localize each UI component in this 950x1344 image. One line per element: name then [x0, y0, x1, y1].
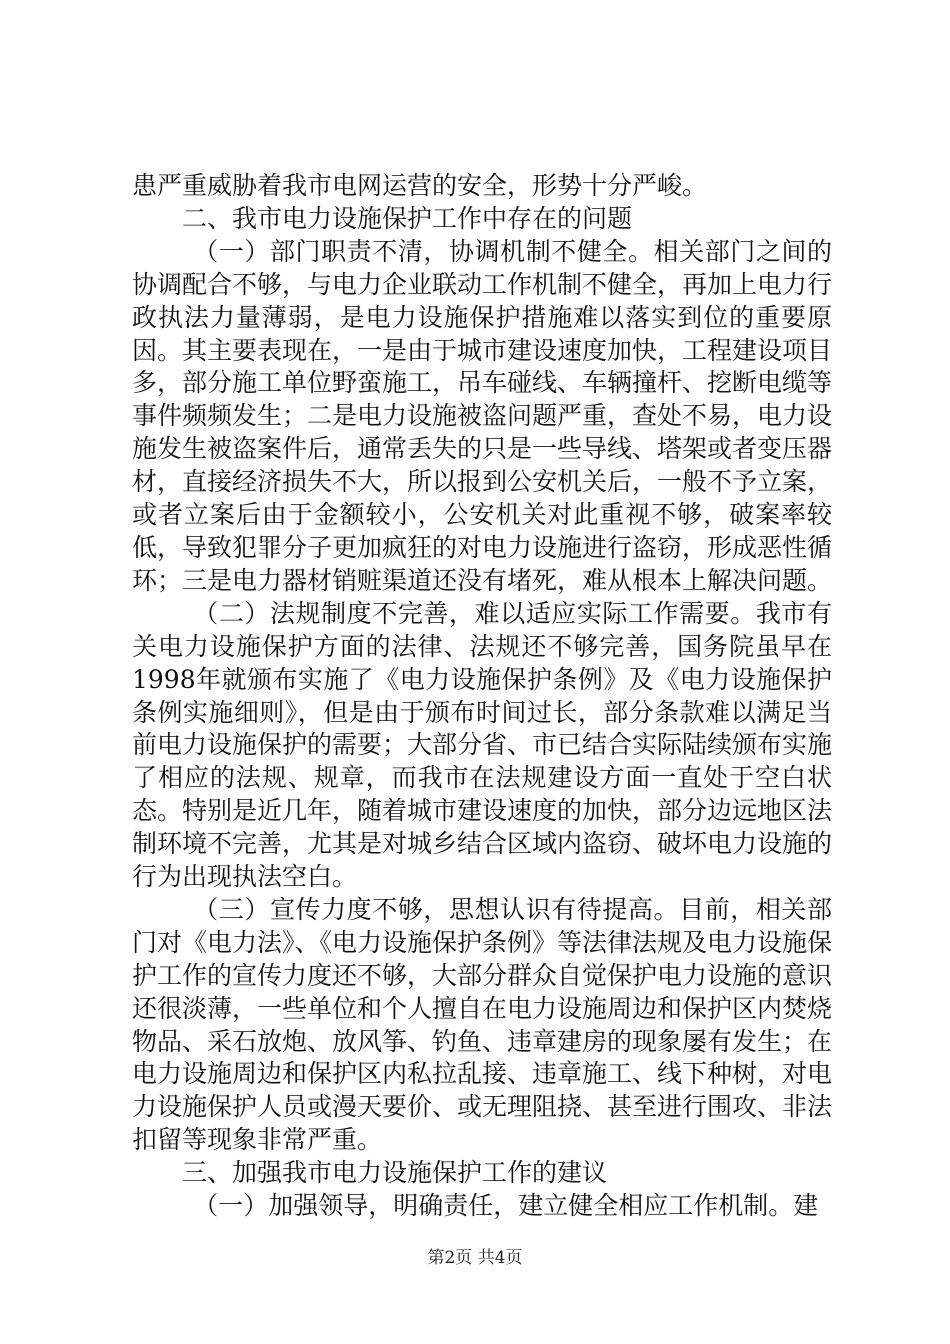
- section-heading-2: 二、我市电力设施保护工作中存在的问题: [182, 203, 633, 233]
- subsection-paragraph-1: （一）部门职责不清，协调机制不健全。相关部门之间的协调配合不够，与电力企业联动工作机制不健全，再加上电力行政执法力量薄弱，是电力设施保护措施难以落实到位的重要原因。其主要表现在，一是由于城市建设速度加快，工程建设项目多，部分施工单位野蛮施工，吊车碰线、车辆撞杆、挖断电缆等事件频频发生；二是电力设施被盗问题严重，查处不易，电力设施发生被盗案件后，通常丢失的只是一些导线、塔架或者变压器材，直接经济损失不大，所以报到公安机关后，一般不予立案，或者立案后由于金额较小，公安机关对此重视不够，破案率较低，导致犯罪分子更加疯狂的对电力设施进行盗窃，形成恶性循环；三是电力器材销赃渠道还没有堵死，难从根本上解决问题。: [132, 236, 833, 595]
- section-heading-3: 三、加强我市电力设施保护工作的建议: [182, 1158, 608, 1188]
- page-number-footer: 第2页 共4页: [427, 1248, 523, 1268]
- paragraph-continuation: 患严重威胁着我市电网运营的安全，形势十分严峻。: [132, 171, 708, 200]
- document-body: [132, 170, 832, 1223]
- subsection-paragraph-3: （三）宣传力度不够，思想认识有待提高。目前，相关部门对《电力法》、《电力设施保护条例》等法律法规及电力设施保护工作的宣传力度还不够，大部分群众自觉保护电力设施的意识还很淡薄，一些单位和个人擅自在电力设施周边和保护区内焚烧物品、采石放炮、放风筝、钓鱼、违章建房的现象屡有发生；在电力设施周边和保护区内私拉乱接、违章施工、线下种树，对电力设施保护人员或漫天要价、或无理阻挠、甚至进行围攻、非法扣留等现象非常严重。: [132, 894, 833, 1155]
- subsection-paragraph-4: （一）加强领导，明确责任，建立健全相应工作机制。建: [193, 1191, 819, 1221]
- subsection-paragraph-2: （二）法规制度不完善，难以适应实际工作需要。我市有关电力设施保护方面的法律、法规还不够完善，国务院虽早在1998年就颁布实施了《电力设施保护条例》及《电力设施保护条例实施细则》，但是由于颁布时间过长，部分条款难以满足当前电力设施保护的需要；大部分省、市已结合实际陆续颁布实施了相应的法规、规章，而我市在法规建设方面一直处于空白状态。特别是近几年，随着城市建设速度的加快，部分边远地区法制环境不完善，尤其是对城乡结合区域内盗窃、破坏电力设施的行为出现执法空白。: [132, 598, 833, 892]
